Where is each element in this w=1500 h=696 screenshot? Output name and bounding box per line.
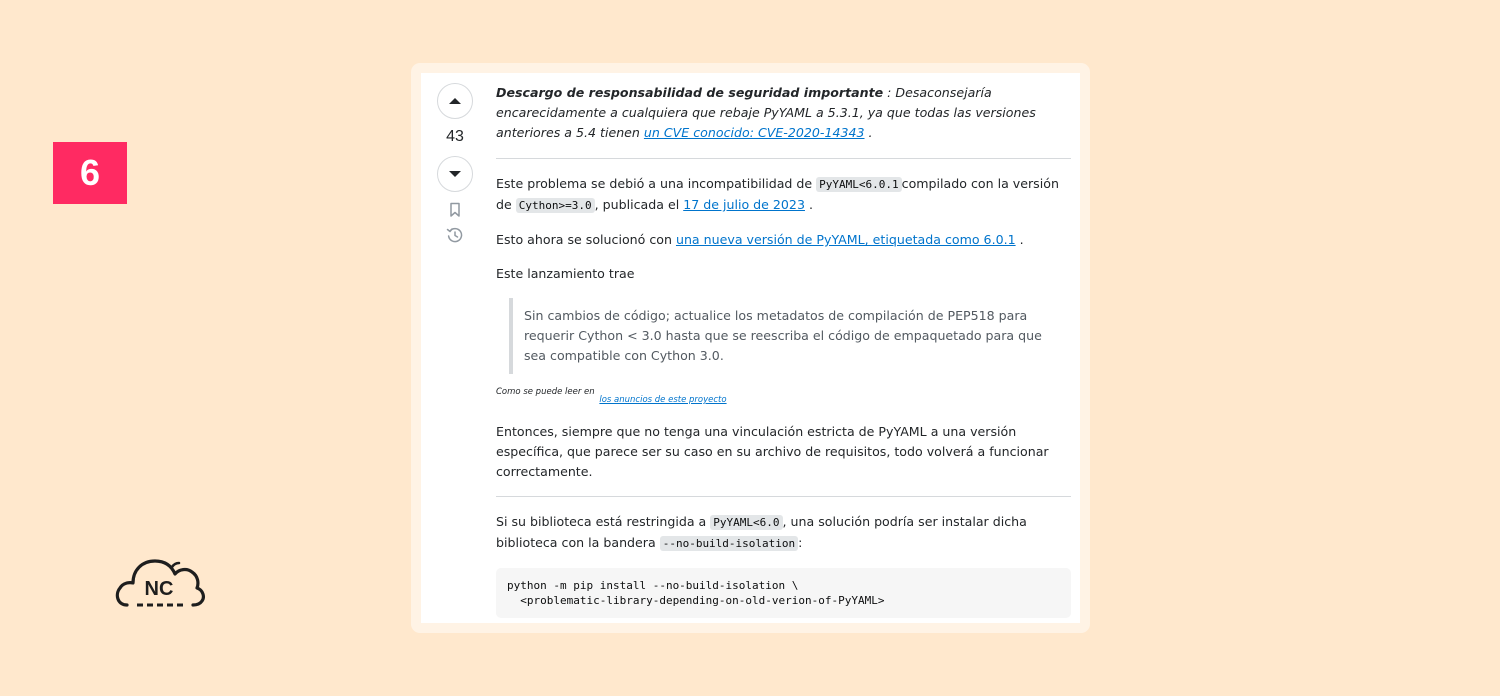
cause-text-4: . <box>804 197 813 212</box>
bookmark-icon[interactable] <box>449 202 461 218</box>
security-disclaimer <box>496 83 1071 159</box>
workaround-text-3: : <box>798 535 803 550</box>
fix-paragraph <box>496 230 1071 250</box>
fix-text-1: Esto ahora se solucionó con <box>496 232 676 247</box>
source-note <box>496 386 1071 405</box>
disclaimer-text: : Desaconsejaría encarecidamente a cualquiera que rebaje PyYAML a 5.3.1, ya que todas las versiones anteriores a 5.4 tienen <box>496 85 1036 140</box>
answer-card <box>411 63 1090 633</box>
release-quote: Sin cambios de código; actualice los metadatos de compilación de PEP518 para requerir Cython < 3.0 hasta que se reescriba el código de empaquetado para que sea compatible con Cython 3.0. <box>509 298 1071 374</box>
code-pyyaml-60: PyYAML<6.0 <box>710 515 782 530</box>
workaround-text-2: , una solución podría ser instalar dicha biblioteca con la bandera <box>496 514 1027 550</box>
disclaimer-title: Descargo de responsabilidad de seguridad importante <box>496 85 884 100</box>
fix-text-2: . <box>1015 232 1024 247</box>
conclusion-paragraph: Entonces, siempre que no tenga una vinculación estricta de PyYAML a una versión específica, que parece ser su caso en su archivo de requisitos, todo volverá a funcionar correctamente. <box>496 422 1071 497</box>
source-note-text: Como se puede leer en <box>496 387 595 397</box>
disclaimer-end: . <box>864 125 873 140</box>
cause-text-1: Este problema se debió a una incompatibilidad de <box>496 176 817 191</box>
code-line-2: <problematic-library-depending-on-old-verion-of-PyYAML> <box>507 594 885 607</box>
history-icon[interactable] <box>446 226 464 244</box>
cause-text-3: , publicada el <box>594 197 684 212</box>
nc-cloud-logo <box>114 550 206 612</box>
new-version-link[interactable]: una nueva versión de PyYAML, etiquetada como 6.0.1 <box>675 232 1016 247</box>
workaround-text-1: Si su biblioteca está restringida a <box>496 514 711 529</box>
code-pyyaml-601: PyYAML<6.0.1 <box>816 177 901 192</box>
code-line-1: python -m pip install --no-build-isolation \ <box>507 579 799 592</box>
slide-number-badge <box>53 142 127 204</box>
answer-body <box>496 83 1071 618</box>
answer-post <box>421 73 1080 623</box>
logo-text: NC <box>144 578 174 600</box>
cause-text-2: compilado con la versión de <box>496 176 1059 212</box>
arrow-down-icon <box>448 170 462 178</box>
workaround-paragraph <box>496 512 1071 554</box>
announcements-link[interactable]: los anuncios de este proyecto <box>599 395 727 405</box>
cloud-icon <box>114 550 206 612</box>
vote-column <box>437 83 473 244</box>
install-code-block[interactable] <box>496 568 1071 618</box>
cause-paragraph <box>496 174 1071 216</box>
downvote-button[interactable] <box>437 156 473 192</box>
vote-count: 43 <box>446 128 464 145</box>
release-intro: Este lanzamiento trae <box>496 266 635 281</box>
code-cython-3: Cython>=3.0 <box>516 198 595 213</box>
cve-link[interactable]: un CVE conocido: CVE-2020-14343 <box>643 125 865 140</box>
upvote-button[interactable] <box>437 83 473 119</box>
arrow-up-icon <box>448 97 462 105</box>
slide-number: 6 <box>79 152 101 193</box>
release-date-link[interactable]: 17 de julio de 2023 <box>683 197 805 212</box>
code-no-build-isolation: --no-build-isolation <box>660 536 798 551</box>
